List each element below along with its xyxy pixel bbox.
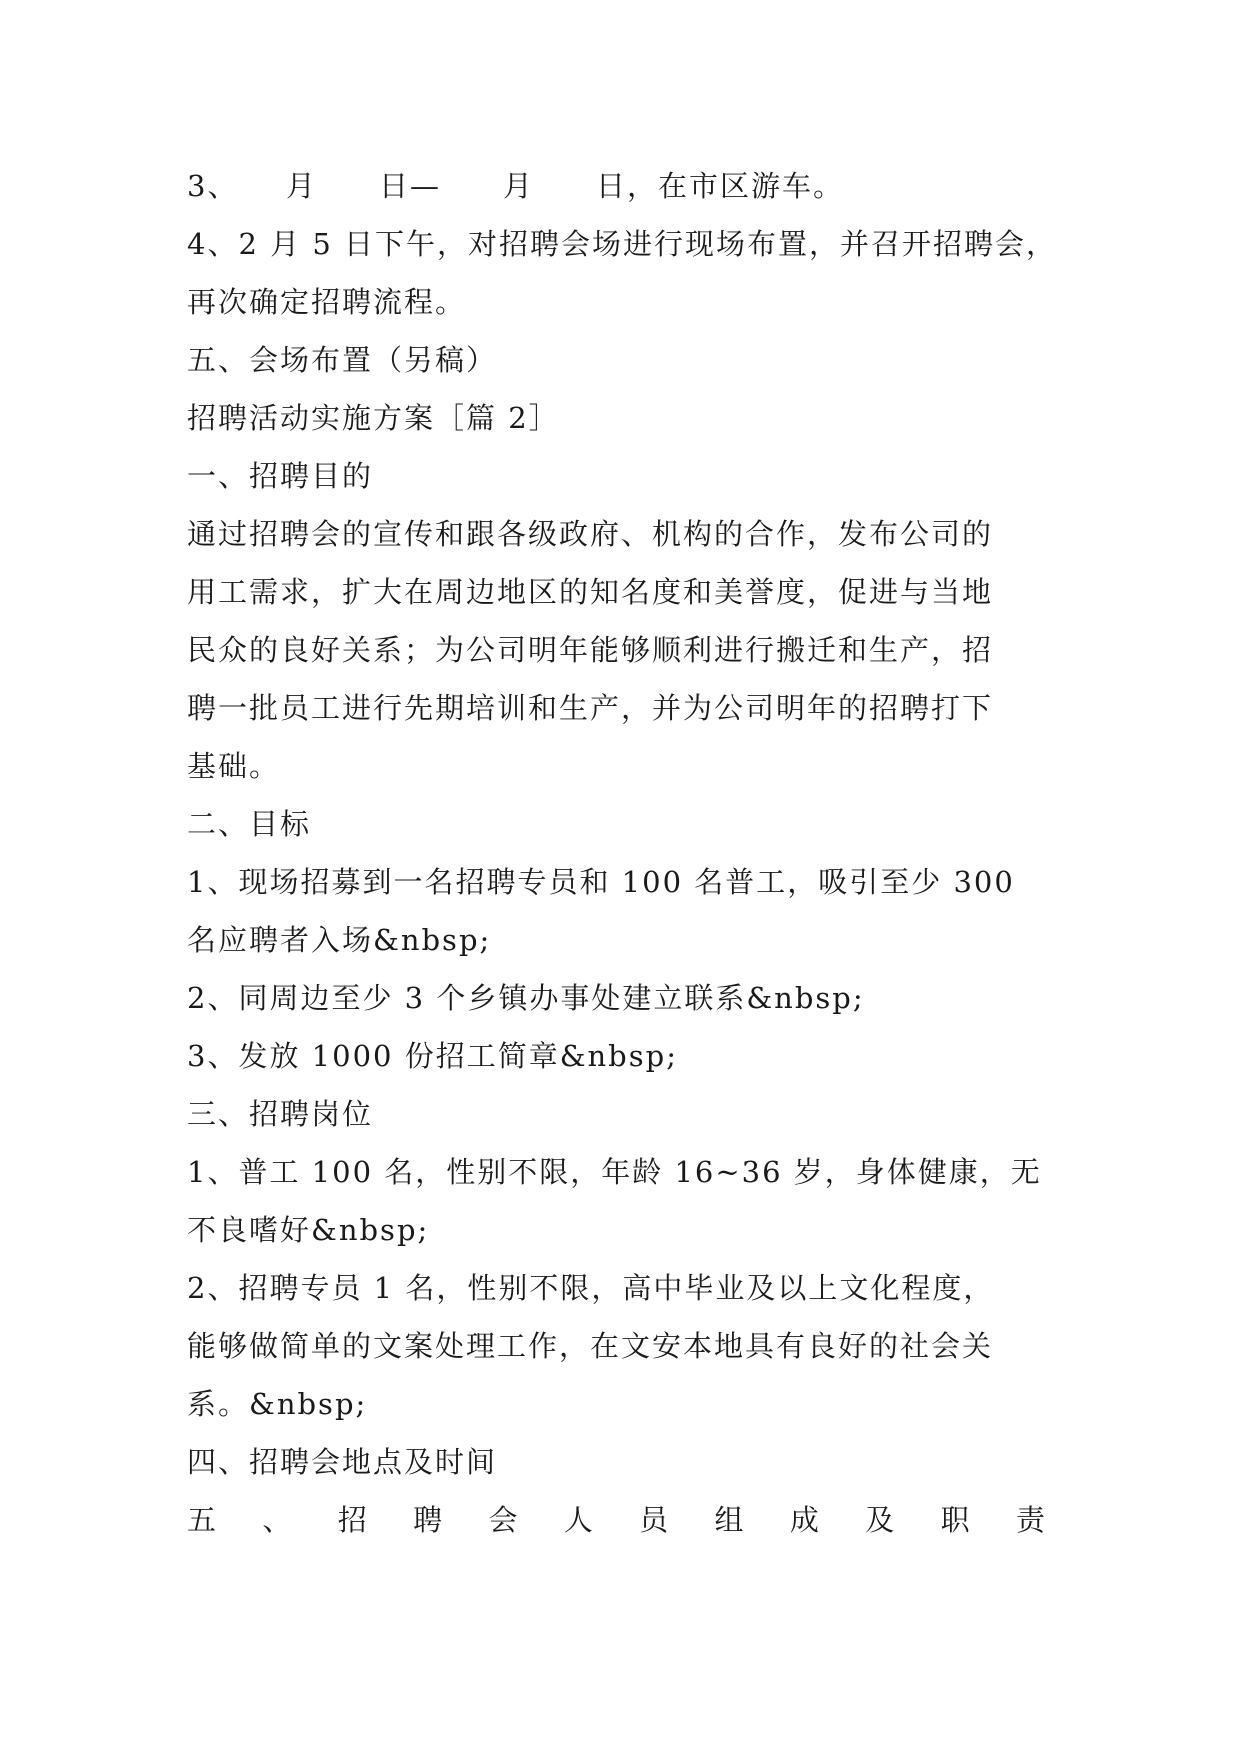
section-heading-spread xyxy=(187,1500,1045,1540)
text-line: 3、发放 1000 份招工简章&nbsp; xyxy=(187,1039,678,1073)
section-heading: 一、招聘目的 xyxy=(187,459,374,493)
heading-char: 聘 xyxy=(413,1503,443,1537)
text-line: 3、 月 日— 月 日，在市区游车。 xyxy=(187,169,844,203)
heading-char: 职 xyxy=(940,1503,970,1537)
text-line: 用工需求，扩大在周边地区的知名度和美誉度，促进与当地 xyxy=(187,575,994,609)
text-line: 聘一批员工进行先期培训和生产，并为公司明年的招聘打下 xyxy=(187,691,994,725)
heading-char: 及 xyxy=(865,1503,895,1537)
text-line: 名应聘者入场&nbsp; xyxy=(187,923,492,957)
text-line: 通过招聘会的宣传和跟各级政府、机构的合作，发布公司的 xyxy=(187,517,994,551)
text-line: 4、2 月 5 日下午，对招聘会场进行现场布置，并召开招聘会， xyxy=(187,227,1058,261)
heading-char: 、 xyxy=(262,1503,292,1537)
text-line: 基础。 xyxy=(187,749,281,783)
text-line: 系。&nbsp; xyxy=(187,1387,368,1421)
section-heading: 五、会场布置（另稿） xyxy=(187,343,498,377)
section-heading: 四、招聘会地点及时间 xyxy=(187,1445,498,1479)
text-line: 能够做简单的文案处理工作，在文安本地具有良好的社会关 xyxy=(187,1329,994,1363)
text-line: 再次确定招聘流程。 xyxy=(187,285,467,319)
section-heading: 三、招聘岗位 xyxy=(187,1097,374,1131)
document-title: 招聘活动实施方案［篇 2］ xyxy=(187,401,560,435)
heading-char: 人 xyxy=(563,1503,593,1537)
heading-char: 会 xyxy=(488,1503,518,1537)
heading-char: 五 xyxy=(187,1503,217,1537)
text-line: 2、招聘专员 1 名，性别不限，高中毕业及以上文化程度， xyxy=(187,1271,995,1305)
heading-char: 招 xyxy=(337,1503,367,1537)
heading-char: 员 xyxy=(639,1503,669,1537)
heading-char: 组 xyxy=(714,1503,744,1537)
text-line: 1、普工 100 名，性别不限，年龄 16~36 岁，身体健康，无 xyxy=(187,1155,1042,1189)
text-line: 民众的良好关系；为公司明年能够顺利进行搬迁和生产，招 xyxy=(187,633,994,667)
text-line: 不良嗜好&nbsp; xyxy=(187,1213,430,1247)
heading-char: 成 xyxy=(789,1503,819,1537)
heading-char: 责 xyxy=(1015,1503,1045,1537)
text-line: 1、现场招募到一名招聘专员和 100 名普工，吸引至少 300 xyxy=(187,865,1015,899)
section-heading: 二、目标 xyxy=(187,807,312,841)
text-line: 2、同周边至少 3 个乡镇办事处建立联系&nbsp; xyxy=(187,981,865,1015)
